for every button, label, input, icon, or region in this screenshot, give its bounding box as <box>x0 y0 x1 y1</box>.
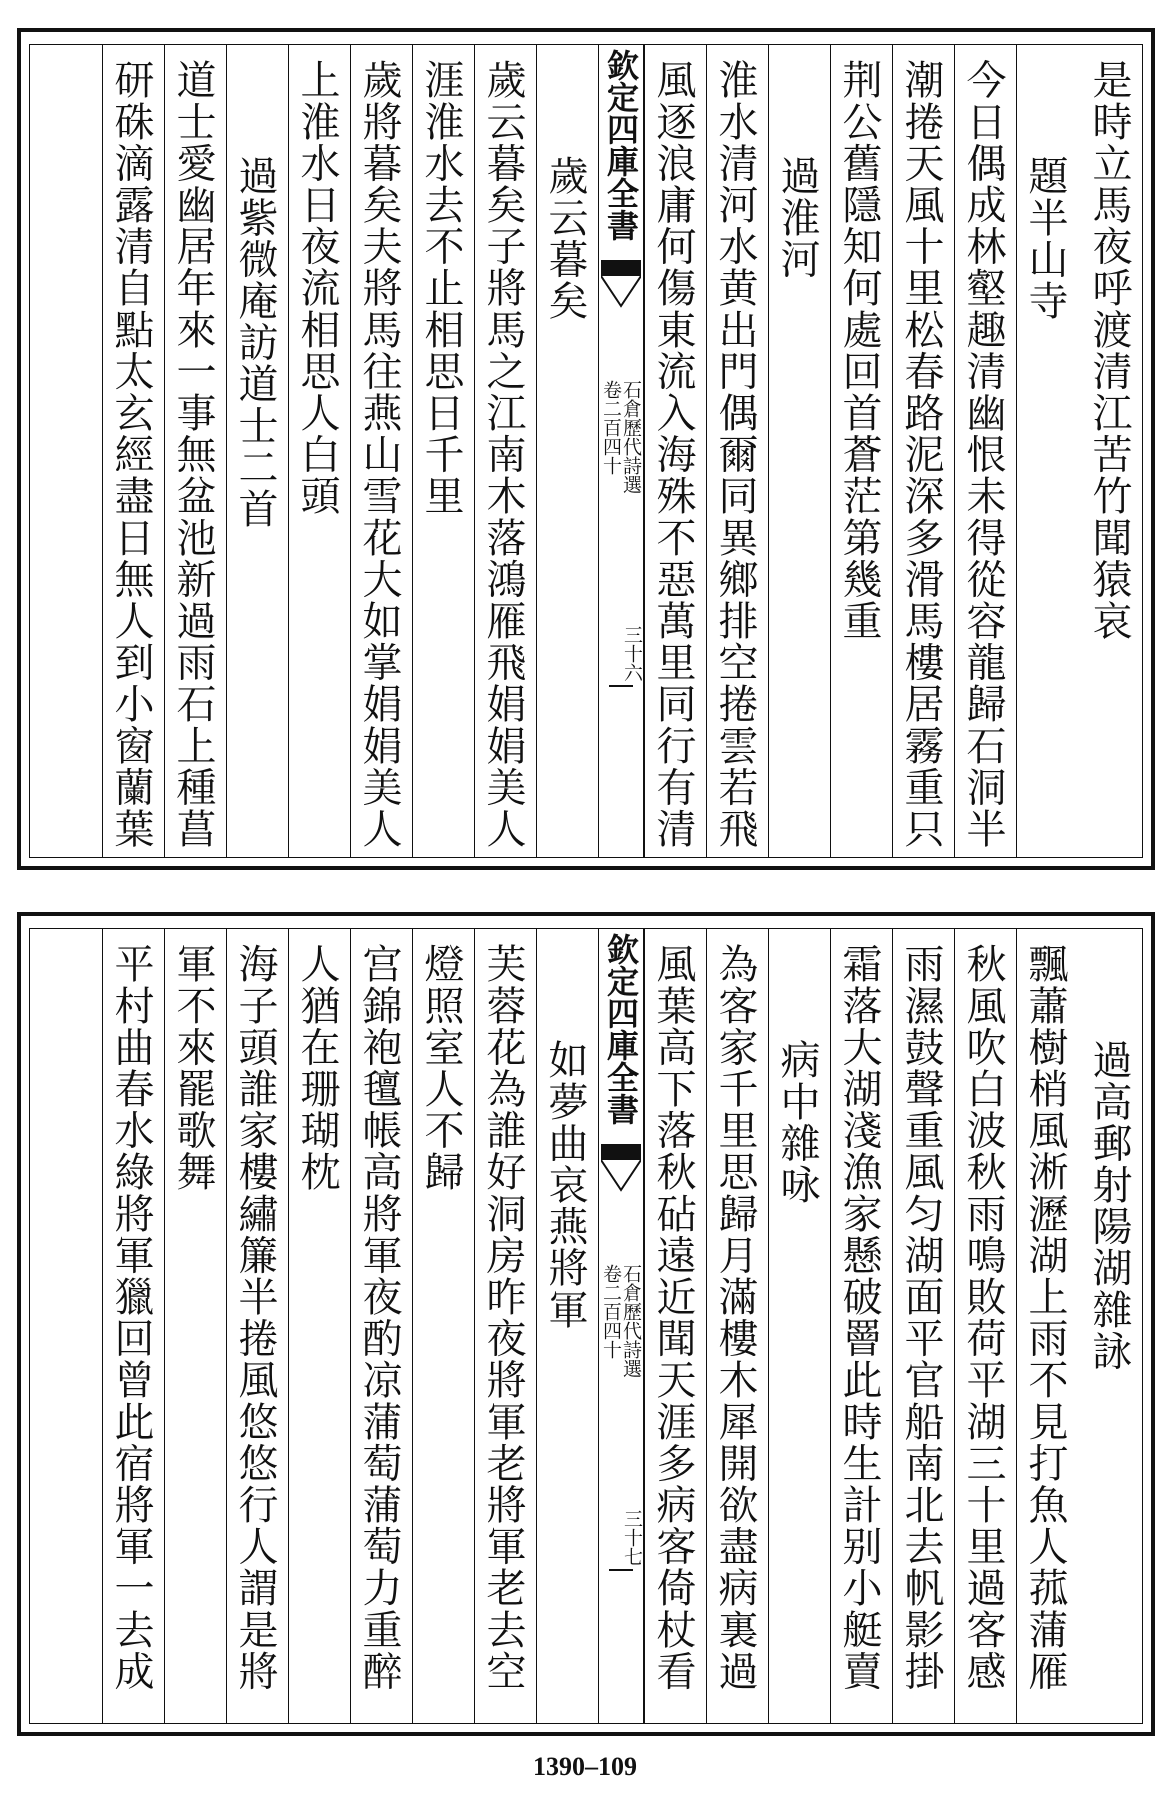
text-column: 歲云暮矣子將馬之江南木落鴻雁飛娟娟美人 <box>474 45 536 857</box>
center-margin <box>598 929 644 1723</box>
bottom-page-frame <box>29 928 1143 1724</box>
page-footer-label: 1390–109 <box>533 1752 637 1781</box>
text-column: 研硃滴露清自點太玄經盡日無人到小窗蘭葉 <box>102 45 164 857</box>
text-column: 軍不來罷歌舞 <box>164 929 226 1723</box>
poem-title: 病中雜咏 <box>768 929 830 1723</box>
text-column: 海子頭誰家樓繡簾半捲風悠悠行人謂是將 <box>226 929 288 1723</box>
text-column: 荆公舊隱知何處回首蒼茫第幾重 <box>830 45 892 857</box>
fish-tail-mark <box>601 1144 641 1204</box>
text-column: 潮捲天風十里松春路泥深多滑馬樓居霧重只 <box>892 45 954 857</box>
text-column: 宫錦袍氊帳高將軍夜酌凉蒲萄蒲萄力重醉 <box>350 929 412 1723</box>
page-number: 三十六 <box>621 625 643 682</box>
selection-label: 石倉歷代詩選 <box>620 380 642 494</box>
poem-title: 題半山寺 <box>1016 45 1078 857</box>
poem-title: 歲云暮矣 <box>536 45 598 857</box>
text-column: 燈照室人不歸 <box>412 929 474 1723</box>
text-column: 風葉高下落秋砧遠近聞天涯多病客倚杖看 <box>644 929 706 1723</box>
top-page <box>17 28 1155 870</box>
text-column: 道士愛幽居年來一事無盆池新過雨石上種菖 <box>164 45 226 857</box>
text-column: 秋風吹白波秋雨鳴敗荷平湖三十里過客感 <box>954 929 1016 1723</box>
book-title: 欽定四庫全書 <box>602 49 640 241</box>
poem-title: 過淮河 <box>768 45 830 857</box>
text-column: 是時立馬夜呼渡清江苦竹聞猿哀 <box>1086 59 1132 642</box>
text-column: 雨濕鼓聲重風匀湖面平官船南北去帆影掛 <box>892 929 954 1723</box>
text-column: 飄蕭樹梢風淅瀝湖上雨不見打魚人菰蒲雁 <box>1016 929 1078 1723</box>
fish-tail-mark <box>601 260 641 320</box>
text-column: 風逐浪庸何傷東流入海殊不惡萬里同行有清 <box>644 45 706 857</box>
poem-title: 如夢曲哀燕將軍 <box>536 929 598 1723</box>
page-rule <box>609 1569 633 1571</box>
text-column: 為客家千里思歸月滿樓木犀開欲盡病裏過 <box>706 929 768 1723</box>
center-margin <box>598 45 644 857</box>
top-page-frame <box>29 44 1143 858</box>
text-column: 涯淮水去不止相思日千里 <box>412 45 474 857</box>
text-column: 霜落大湖淺漁家懸破罾此時生計别小艇賣 <box>830 929 892 1723</box>
volume-label: 卷二百四十 <box>600 380 622 475</box>
text-column: 芙蓉花為誰好洞房昨夜將軍老將軍老去空 <box>474 929 536 1723</box>
page-rule <box>609 685 633 687</box>
book-title: 欽定四庫全書 <box>602 933 640 1125</box>
text-column: 上淮水日夜流相思人白頭 <box>288 45 350 857</box>
text-column: 平村曲春水綠將軍獵回曾此宿將軍一去成 <box>102 929 164 1723</box>
text-column: 歲將暮矣夫將馬往燕山雪花大如掌娟娟美人 <box>350 45 412 857</box>
volume-label: 卷二百四十 <box>600 1264 622 1359</box>
page-number: 三十七 <box>621 1509 643 1566</box>
text-column: 今日偶成林壑趣清幽恨未得從容龍歸石洞半 <box>954 45 1016 857</box>
poem-title: 過高郵射陽湖雜詠 <box>1086 1039 1132 1372</box>
text-column: 人猶在珊瑚枕 <box>288 929 350 1723</box>
bottom-page <box>17 912 1155 1736</box>
poem-title: 過紫微庵訪道士二首 <box>226 45 288 857</box>
selection-label: 石倉歷代詩選 <box>620 1264 642 1378</box>
text-column: 淮水清河水黄出門偶爾同異鄉排空捲雲若飛 <box>706 45 768 857</box>
